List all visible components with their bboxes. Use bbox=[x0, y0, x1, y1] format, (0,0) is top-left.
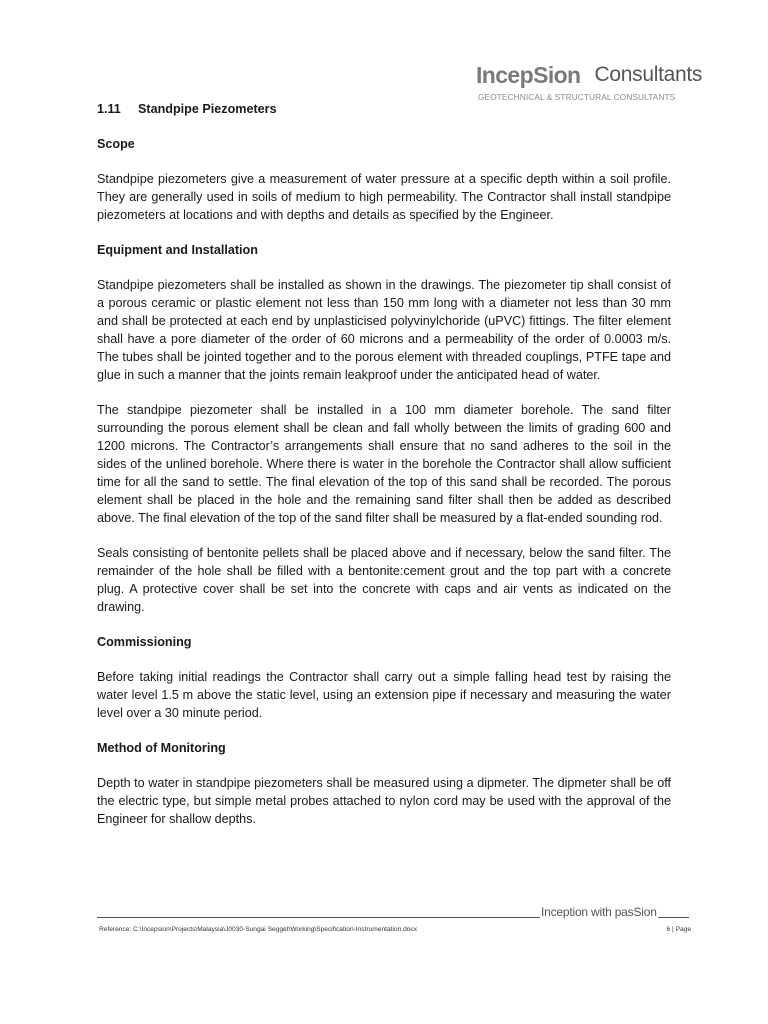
commissioning-heading: Commissioning bbox=[97, 635, 192, 649]
commissioning-paragraph: Before taking initial readings the Contractor shall carry out a simple falling head test by raising the water level 1.5 m above the static level, using an extension pipe if necessary and measuring the water level over a 30 minute period. bbox=[97, 670, 671, 720]
equipment-paragraph-3: Seals consisting of bentonite pellets shall be placed above and if necessary, below the sand filter. The remainder of the hole shall be filled with a bentonite:cement grout and the top part with a concrete plug. A protective cover shall be set into the concrete with caps and air vents as indicated on the drawing. bbox=[97, 546, 671, 614]
equipment-heading: Equipment and Installation bbox=[97, 243, 258, 257]
section-heading bbox=[97, 100, 671, 118]
logo-tagline: GEOTECHNICAL & STRUCTURAL CONSULTANTS bbox=[478, 92, 676, 102]
footer-reference: Reference: C:\Incepsion\Projects\Malaysia\J0030-Sungai Segget\Working\Specification-Instrumentation.docx bbox=[99, 926, 418, 933]
section-number: 1.11 bbox=[97, 102, 121, 116]
footer-motto: Inception with pasSion bbox=[541, 905, 657, 919]
scope-paragraph: Standpipe piezometers give a measurement of water pressure at a specific depth within a soil profile. They are generally used in soils of medium to high permeability. The Contractor shall install standpipe piezometers at locations and with depths and details as specified by the Engineer. bbox=[97, 172, 671, 222]
document-body bbox=[97, 100, 671, 845]
scope-heading: Scope bbox=[97, 137, 135, 151]
monitoring-heading: Method of Monitoring bbox=[97, 741, 226, 755]
company-logo bbox=[476, 60, 703, 102]
equipment-paragraph-2: The standpipe piezometer shall be installed in a 100 mm diameter borehole. The sand filter surrounding the porous element shall be clean and fall wholly between the limits of grading 600 and 1200 microns. The Contractor’s arrangements shall ensure that no sand adheres to the soil in the sides of the unlined borehole. Where there is water in the borehole the Contractor shall allow sufficient time for all the sand to settle. The final elevation of the top of this sand shall be recorded. The porous element shall be placed in the hole and the remaining sand filter shall then be added as described above. The final elevation of the top of the sand filter shall be measured by a flat-ended sounding rod. bbox=[97, 403, 671, 525]
logo-brand-text: IncepSion bbox=[476, 61, 581, 88]
page-number: 6 | Page bbox=[666, 926, 691, 933]
equipment-paragraph-1: Standpipe piezometers shall be installed as shown in the drawings. The piezometer tip shall consist of a porous ceramic or plastic element not less than 150 mm long with a diameter not less than 30 mm and shall be protected at each end by unplasticised polyvinylchoride (uPVC) fittings. The filter element shall have a pore diameter of the order of 60 microns and a permeability of the order of 0.0003 m/s. The tubes shall be jointed together and to the porous element with threaded couplings, PTFE tape and glue in such a manner that the joints remain leakproof under the anticipated head of water. bbox=[97, 278, 671, 382]
monitoring-paragraph: Depth to water in standpipe piezometers shall be measured using a dipmeter. The dipmeter shall be off the electric type, but simple metal probes attached to nylon cord may be used with the approval of the Engineer for shallow depths. bbox=[97, 776, 671, 826]
section-title: Standpipe Piezometers bbox=[138, 102, 277, 116]
logo-consultants-text: Consultants bbox=[594, 63, 703, 86]
